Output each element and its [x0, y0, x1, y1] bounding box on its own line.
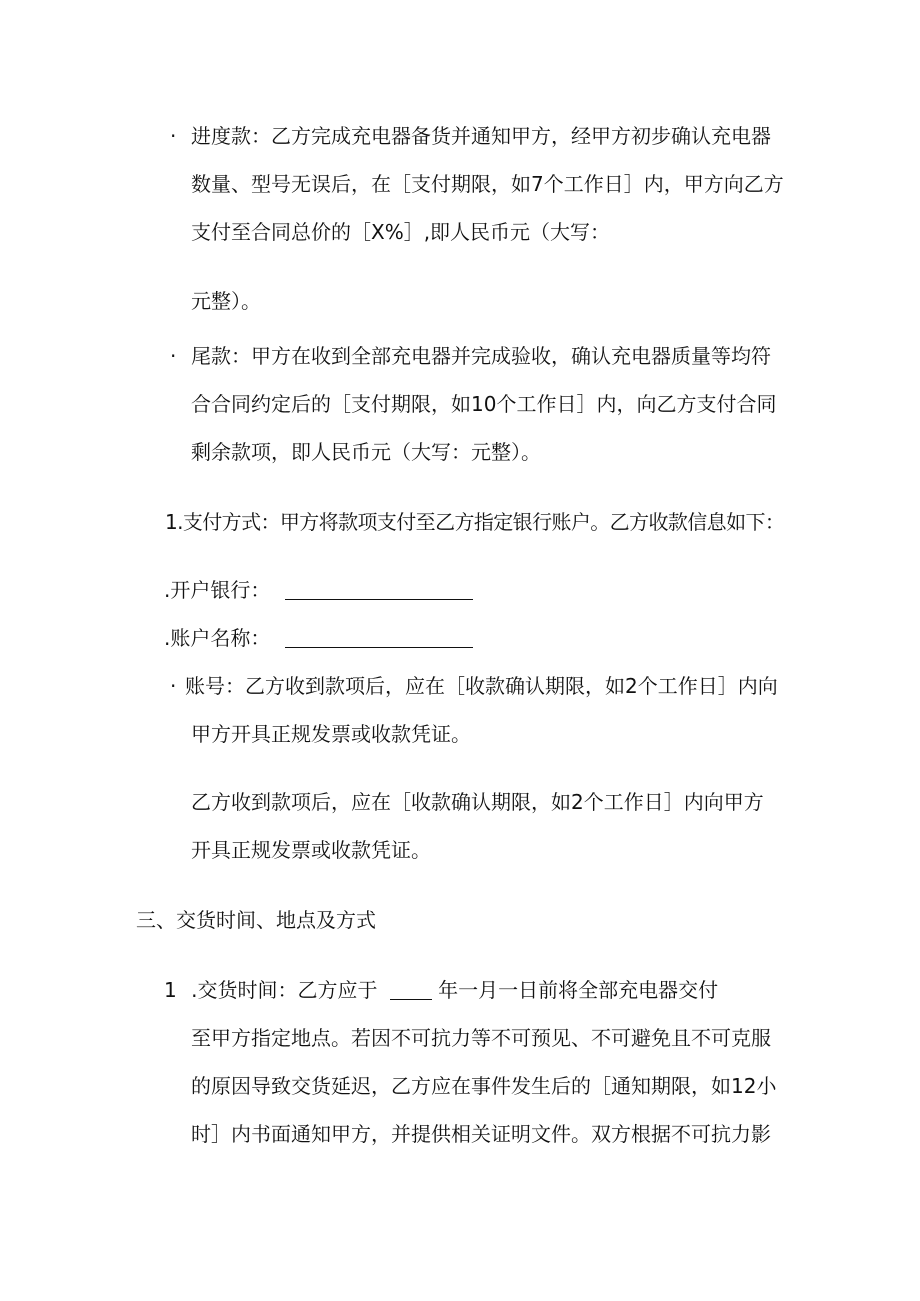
bullet-progress-payment: · — [170, 124, 177, 148]
repeat-paragraph-line-1: 乙方收到款项后，应在［收款确认期限，如2个工作日］内向甲方 — [191, 790, 764, 814]
final-payment-line-1: 尾款：甲方在收到全部充电器并完成验收，确认充电器质量等均符 — [191, 344, 771, 368]
delivery-line-3: 的原因导致交货延迟，乙方应在事件发生后的［通知期限，如12小 — [191, 1074, 777, 1098]
account-number-line-2: 甲方开具正规发票或收款凭证。 — [191, 722, 471, 746]
delivery-label-after: 年一月一日前将全部充电器交付 — [438, 978, 719, 1002]
section-three-heading: 三、交货时间、地点及方式 — [136, 908, 376, 932]
delivery-line-1 — [164, 978, 718, 1002]
account-number-line-1: 账号：乙方收到款项后，应在［收款确认期限，如2个工作日］内向 — [185, 674, 778, 698]
final-payment-line-3: 剩余款项，即人民币元（大写：元整）。 — [191, 440, 541, 464]
bullet-final-payment: · — [170, 344, 177, 368]
progress-payment-line-1: 进度款：乙方完成充电器备货并通知甲方，经甲方初步确认充电器 — [191, 124, 771, 148]
account-name-label: .账户名称： — [164, 626, 271, 650]
progress-payment-line-3: 支付至合同总价的［X%］,即人民币元（大写： — [191, 220, 611, 244]
delivery-label-before: .交货时间：乙方应于 — [191, 978, 378, 1002]
final-payment-line-2: 合合同约定后的［支付期限，如10个工作日］内，向乙方支付合同 — [191, 392, 777, 416]
progress-payment-line-4: 元整）。 — [191, 289, 261, 313]
delivery-number: 1 — [164, 978, 177, 1002]
bullet-account-number: · — [170, 674, 177, 698]
delivery-line-2: 至甲方指定地点。若因不可抗力等不可预见、不可避免且不可克服 — [191, 1026, 771, 1050]
account-name-row — [164, 626, 473, 650]
bank-name-label: .开户银行： — [164, 578, 271, 602]
payment-method: 1.支付方式：甲方将款项支付至乙方指定银行账户。乙方收款信息如下： — [165, 510, 785, 534]
bank-name-blank — [285, 581, 473, 600]
delivery-line-4: 时］内书面通知甲方，并提供相关证明文件。双方根据不可抗力影 — [191, 1122, 771, 1146]
delivery-year-blank — [390, 981, 432, 1000]
bank-name-row — [164, 578, 473, 602]
repeat-paragraph-line-2: 开具正规发票或收款凭证。 — [191, 838, 431, 862]
account-name-blank — [285, 629, 473, 648]
progress-payment-line-2: 数量、型号无误后，在［支付期限，如7个工作日］内，甲方向乙方 — [191, 172, 784, 196]
